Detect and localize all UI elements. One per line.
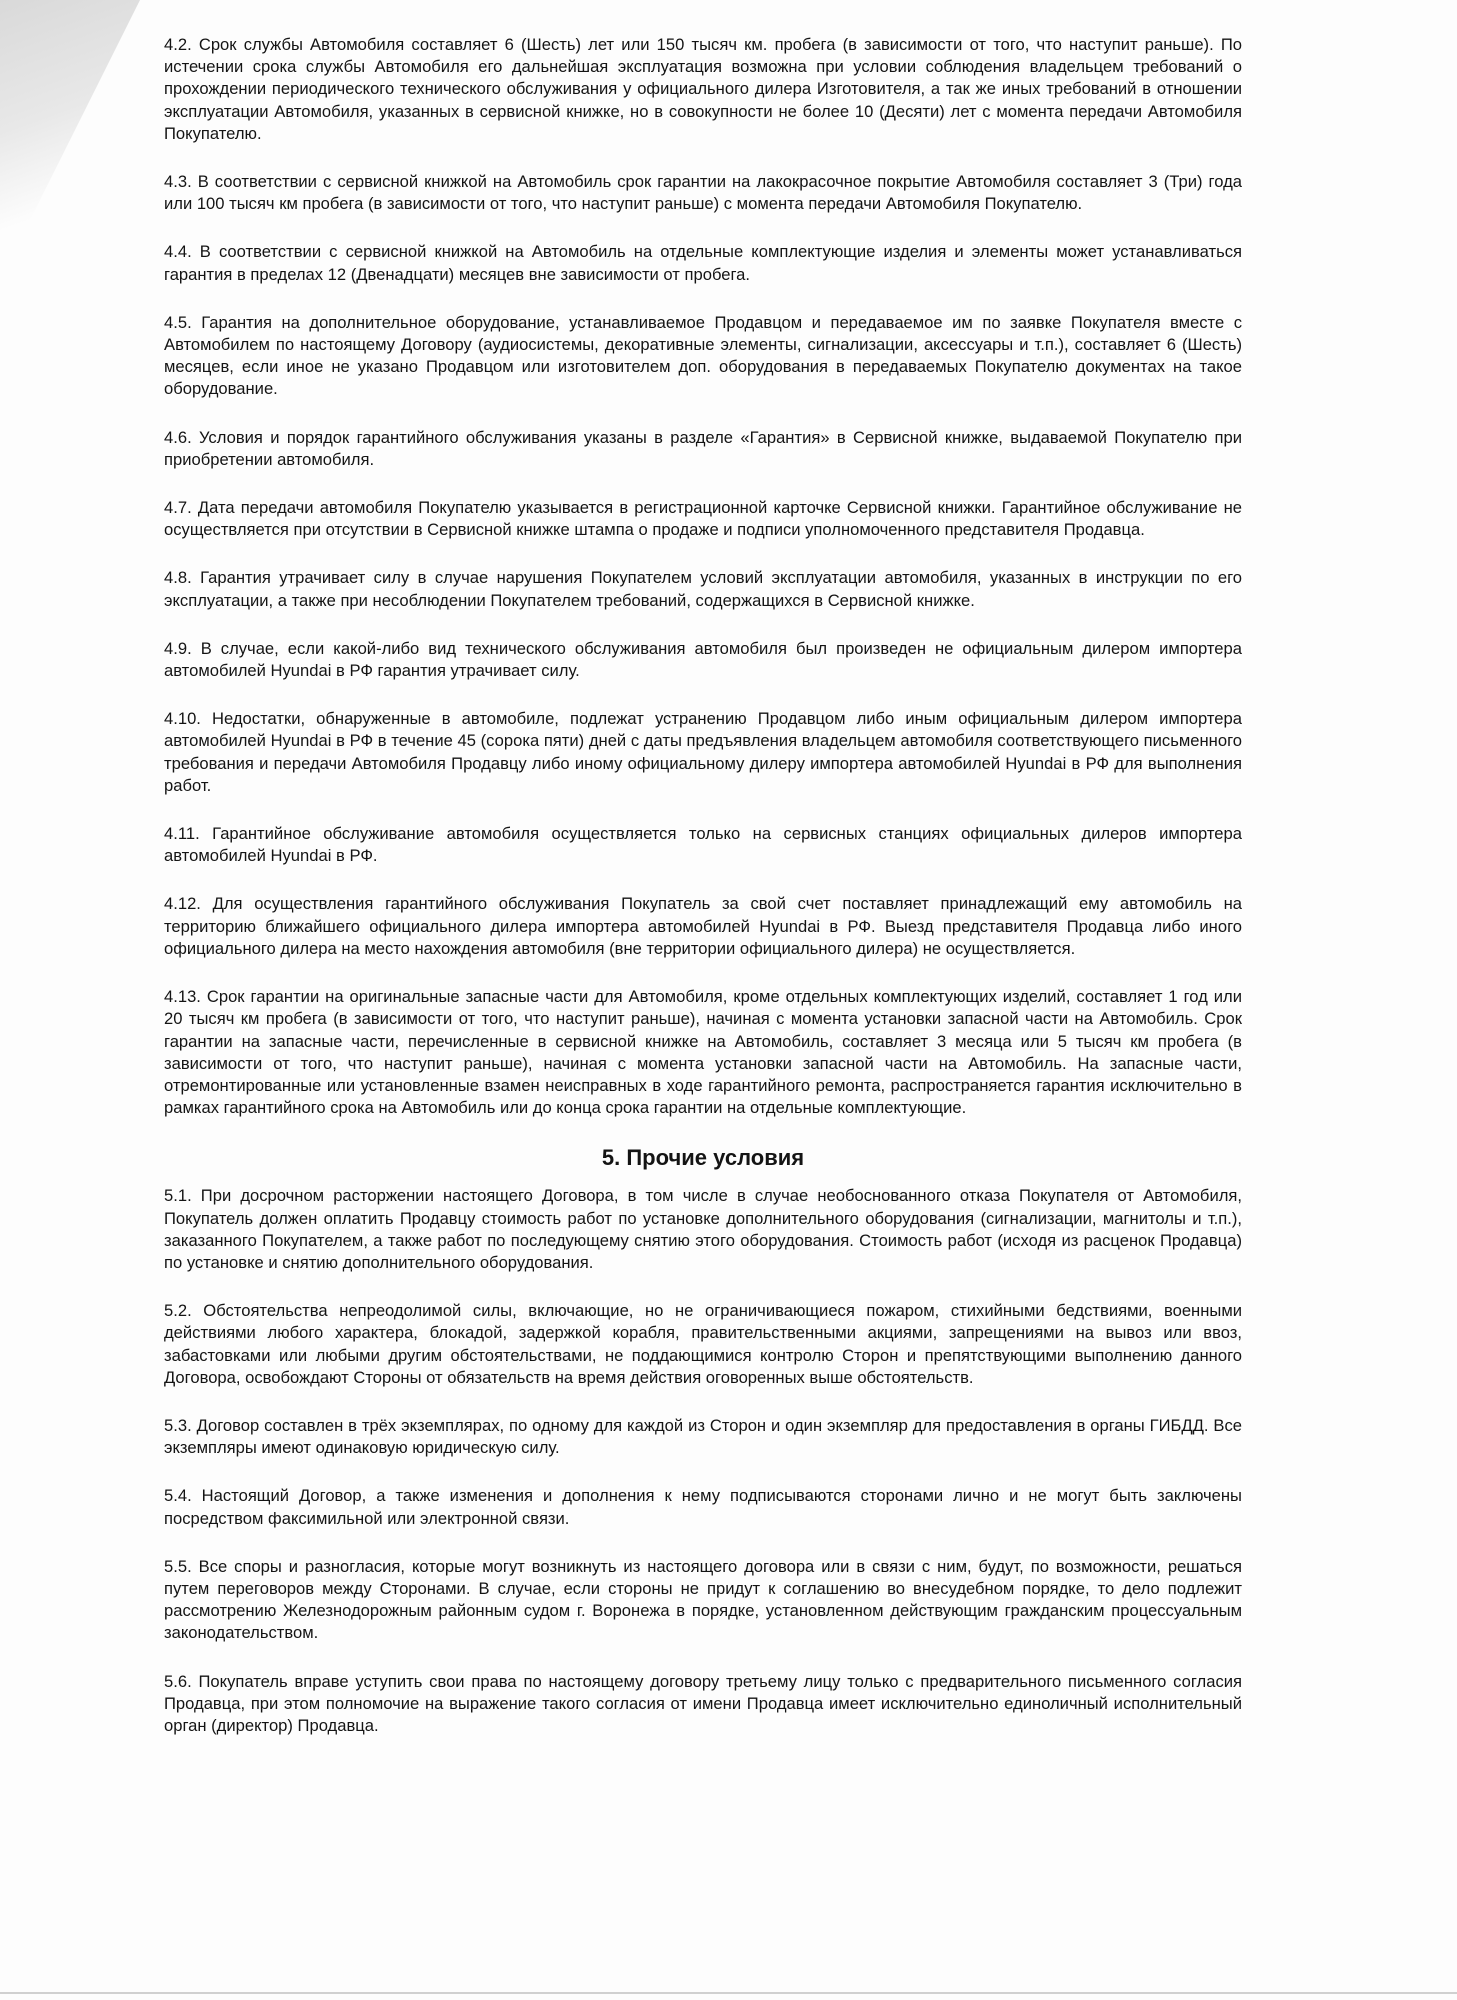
clause-4-8: 4.8. Гарантия утрачивает силу в случае нарушения Покупателем условий эксплуатации автомобиля, указанных в инструкции по его эксплуатации, а также при несоблюдении Покупателем требований, содержащихся в Сервисной книжке.	[164, 568, 1242, 610]
clause-4-2: 4.2. Срок службы Автомобиля составляет 6 (Шесть) лет или 150 тысяч км. пробега (в зависимости от того, что наступит раньше). По истечении срока службы Автомобиля его дальнейшая эксплуатация возможна при условии соблюдения владельцем требований о прохождении периодического технического обслуживания у официального дилера Изготовителя, а так же иных требований в отношении эксплуатации Автомобиля, указанных в сервисной книжке, но в совокупности не более 10 (Десяти) лет с момента передачи Автомобиля Покупателю.	[164, 35, 1242, 143]
contract-text	[164, 34, 1242, 1737]
clause-4-9: 4.9. В случае, если какой-либо вид технического обслуживания автомобиля был произведен не официальным дилером импортера автомобилей Hyundai в РФ гарантия утрачивает силу.	[164, 638, 1242, 681]
clause-4-4: 4.4. В соответствии с сервисной книжкой на Автомобиль на отдельные комплектующие изделия и элементы может устанавливаться гарантия в пределах 12 (Двенадцати) месяцев вне зависимости от пробега.	[164, 242, 1242, 284]
clause-5-3: 5.3. Договор составлен в трёх экземплярах, по одному для каждой из Сторон и один экземпляр для предоставления в органы ГИБДД. Все экземпляры имеют одинаковую юридическую силу.	[164, 1415, 1242, 1458]
clause-5-4: 5.4. Настоящий Договор, а также изменения и дополнения к нему подписываются сторонами лично и не могут быть заключены посредством факсимильной или электронной связи.	[164, 1486, 1242, 1528]
clause-4-5: 4.5. Гарантия на дополнительное оборудование, устанавливаемое Продавцом и передаваемое им по заявке Покупателя вместе с Автомобилем по настоящему Договору (аудиосистемы, декоративные элементы, сигнализации, аксессуары и т.п.), составляет 6 (Шесть) месяцев, если иное не указано Продавцом или изготовителем доп. оборудования в передаваемых Покупателю документах на такое оборудование.	[164, 312, 1242, 399]
clause-5-6: 5.6. Покупатель вправе уступить свои права по настоящему договору третьему лицу только с предварительного письменного согласия Продавца, при этом полномочие на выражение такого согласия от имени Продавца имеет исключительно единоличный исполнительный орган (директор) Продавца.	[164, 1671, 1242, 1735]
scan-bottom-edge	[0, 1992, 1457, 1994]
clause-4-12: 4.12. Для осуществления гарантийного обслуживания Покупатель за свой счет поставляет принадлежащий ему автомобиль на территорию ближайшего официального дилера импортера автомобилей Hyundai в РФ. Выезд представителя Продавца либо иного официального дилера на место нахождения автомобиля (вне территории официального дилера) не осуществляется.	[164, 894, 1242, 958]
clause-4-6: 4.6. Условия и порядок гарантийного обслуживания указаны в разделе «Гарантия» в Сервисной книжке, выдаваемой Покупателю при приобретении автомобиля.	[164, 427, 1242, 469]
clause-5-1: 5.1. При досрочном расторжении настоящего Договора, в том числе в случае необоснованного отказа Покупателя от Автомобиля, Покупатель должен оплатить Продавцу стоимость работ по установке дополнительного оборудования (сигнализации, магнитолы и т.п.), заказанного Покупателем, а также работ по последующему снятию этого оборудования. Стоимость работ (исходя из расценок Продавца) по установке и снятию дополнительного оборудования.	[164, 1186, 1242, 1272]
clause-5-2: 5.2. Обстоятельства непреодолимой силы, включающие, но не ограничивающиеся пожаром, стихийными бедствиями, военными действиями любого характера, блокадой, задержкой корабля, правительственными акциями, запрещениями на вывоз или ввоз, забастовками или любыми другим обстоятельствами, не поддающимися контролю Сторон и препятствующими выполнению данного Договора, освобождают Стороны от обязательств на время действия оговоренных выше обстоятельств.	[164, 1301, 1242, 1387]
clause-5-5: 5.5. Все споры и разногласия, которые могут возникнуть из настоящего договора или в связи с ним, будут, по возможности, решаться путем переговоров между Сторонами. В случае, если стороны не придут к соглашению во внесудебном порядке, то дело подлежит рассмотрению Железнодорожным районным судом г. Воронежа в порядке, установленном действующим гражданским процессуальным законодательством.	[164, 1556, 1242, 1643]
clause-4-11: 4.11. Гарантийное обслуживание автомобиля осуществляется только на сервисных станциях официальных дилеров импортера автомобилей Hyundai в РФ.	[164, 824, 1242, 866]
clause-4-10: 4.10. Недостатки, обнаруженные в автомобиле, подлежат устранению Продавцом либо иным официальным дилером импортера автомобилей Hyundai в РФ в течение 45 (сорока пяти) дней с даты предъявления владельцем автомобиля соответствующего письменного требования и передачи Автомобиля Продавцу либо иному официальному дилеру импортера автомобилей Hyundai в РФ для выполнения работ.	[164, 709, 1242, 795]
section-5-title: 5. Прочие условия	[601, 1145, 805, 1171]
clause-4-3: 4.3. В соответствии с сервисной книжкой на Автомобиль срок гарантии на лакокрасочное покрытие Автомобиля составляет 3 (Три) года или 100 тысяч км пробега (в зависимости от того, что наступит раньше) с момента передачи Автомобиля Покупателю.	[164, 172, 1242, 214]
clause-4-13: 4.13. Срок гарантии на оригинальные запасные части для Автомобиля, кроме отдельных комплектующих изделий, составляет 1 год или 20 тысяч км пробега (в зависимости от того, что наступит раньше), начиная с момента установки запасной части на Автомобиль. Срок гарантии на запасные части, перечисленные в сервисной книжке на Автомобиль, составляет 3 месяца или 5 тысяч км пробега (в зависимости от того, что наступит раньше), начиная с момента установки запасной части на Автомобиль. На запасные части, отремонтированные или установленные взамен неисправных в ходе гарантийного ремонта, распространяется гарантия исключительно в рамках гарантийного срока на Автомобиль или до конца срока гарантии на отдельные комплектующие.	[164, 987, 1242, 1118]
folded-corner-shadow	[0, 0, 140, 280]
clause-4-7: 4.7. Дата передачи автомобиля Покупателю указывается в регистрационной карточке Сервисной книжки. Гарантийное обслуживание не осуществляется при отсутствии в Сервисной книжке штампа о продаже и подписи уполномоченного представителя Продавца.	[164, 498, 1242, 540]
